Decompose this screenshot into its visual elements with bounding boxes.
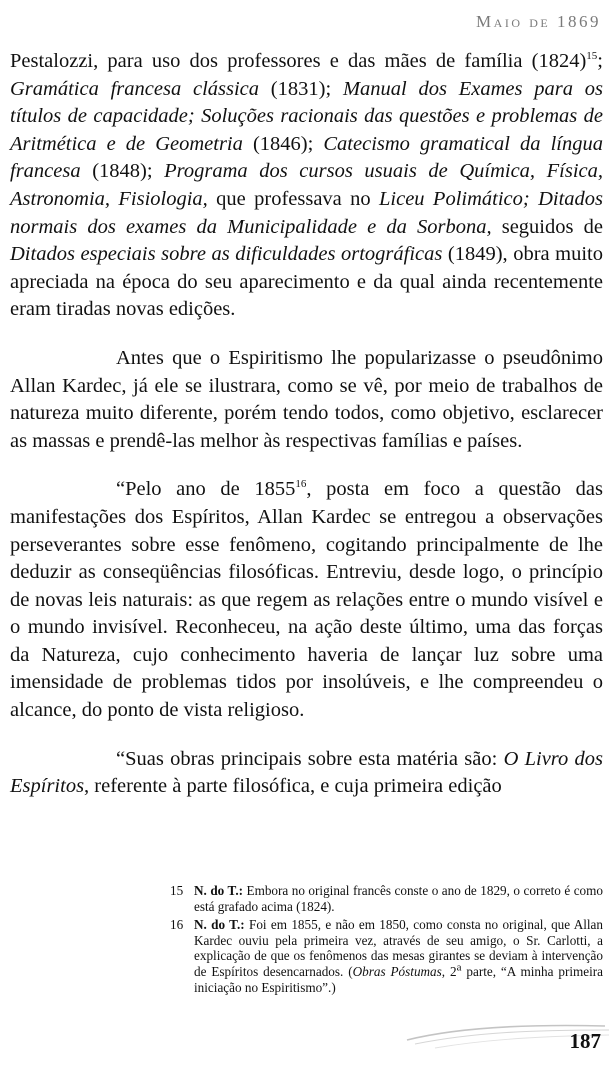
footnote-number: 16 (170, 917, 184, 933)
italic-text: Gramática francesa clássica (10, 77, 260, 100)
italic-text: Manual dos Exames para os títulos de capacidade; Soluções racionais das questões e problemas de Aritmética e de Geometria (10, 77, 603, 155)
text-run: Foi em 1855, e não em 1850, como consta no original, que Allan Kardec ouviu pela primeira vez, através de seu amigo, o Sr. Carlotti, a explicação de que os fenômenos das mesas girantes se deviam à intervenção de Espíritos desencarnados. ( (194, 917, 604, 979)
footnote-number: 15 (170, 883, 184, 898)
text-run: Embora no original francês conste o ano de 1829, o correto é como está grafado acima (1824). (194, 883, 603, 914)
text-run: ; (597, 50, 603, 72)
text-run: Pestalozzi, para uso dos professores e das mães de família (1824) (10, 50, 587, 72)
text-run: (1849), obra muito apreciada na época do seu aparecimento e da qual ainda recentemente eram tiradas novas edições. (10, 243, 603, 321)
italic-text: Ditados especiais sobre as dificuldades ortográficas (10, 243, 443, 266)
superscript: 15 (586, 50, 598, 63)
superscript: 16 (295, 478, 307, 491)
paragraph (10, 476, 603, 724)
text-run: “Pelo ano de 1855 (116, 478, 296, 501)
footnote (170, 917, 603, 995)
text-run: , posta em foco a questão das manifestações dos Espíritos, Allan Kardec se entregou a observações perseverantes sobre esse fenômeno, cogitando principalmente de lhe deduzir as conseqüências filosóficas. Entreviu, desde logo, o princípio de novas leis naturais: as que regem as relações entre o mundo visível e o mundo invisível. Reconheceu, na ação deste último, uma das forças da Natureza, cujo conhecimento haveria de lançar luz sobre uma imensidade de problemas tidos por insolúveis, e lhe compreendeu o alcance, do ponto de vista religioso. (10, 478, 603, 722)
text-run: parte, “A minha primeira iniciação no Espiritismo”.) (194, 963, 604, 995)
text-run: (1831); (259, 77, 343, 100)
footnote-text (194, 917, 603, 994)
text-run: “Suas obras principais sobre esta matéria são: (116, 747, 504, 770)
paragraph (10, 746, 603, 801)
footnote (170, 883, 603, 914)
bold-text: N. do T.: (194, 883, 244, 898)
text-run: que professava no (207, 187, 380, 210)
text-run: (1848); (80, 160, 165, 183)
main-text (10, 48, 603, 801)
paragraph (10, 345, 603, 455)
italic-text: Obras Póstumas (352, 963, 442, 979)
text-run: , referente à parte filosófica, e cuja primeira edição (84, 775, 502, 798)
italic-text: O Livro dos Espíritos (10, 747, 604, 798)
text-run: Antes que o Espiritismo lhe popularizasse o pseudônimo Allan Kardec, já ele se ilustrara, como se vê, por meio de trabalhos de natureza muito diferente, porém tendo todos, como objetivo, esclarecer as massas e prendê-las melhor às respectivas famílias e países. (10, 346, 603, 452)
page-number: 187 (569, 1029, 601, 1053)
italic-text: Programa dos cursos usuais de Química, Física, Astronomia, Fisiologia, (10, 160, 603, 210)
running-header: Maio de 1869 (476, 12, 601, 31)
text-run: (1846); (242, 132, 324, 155)
footnotes (170, 883, 603, 998)
text-run: , 2 (441, 963, 457, 979)
footnote-text (194, 883, 603, 914)
paragraph (10, 48, 603, 324)
bold-text: N. do T.: (194, 917, 245, 933)
italic-text: Liceu Polimático; Ditados normais dos exames da Municipalidade e da Sorbona, (10, 187, 603, 238)
text-run: seguidos de (491, 215, 603, 238)
superscript: a (456, 961, 462, 974)
italic-text: Catecismo gramatical da língua francesa (10, 132, 603, 183)
